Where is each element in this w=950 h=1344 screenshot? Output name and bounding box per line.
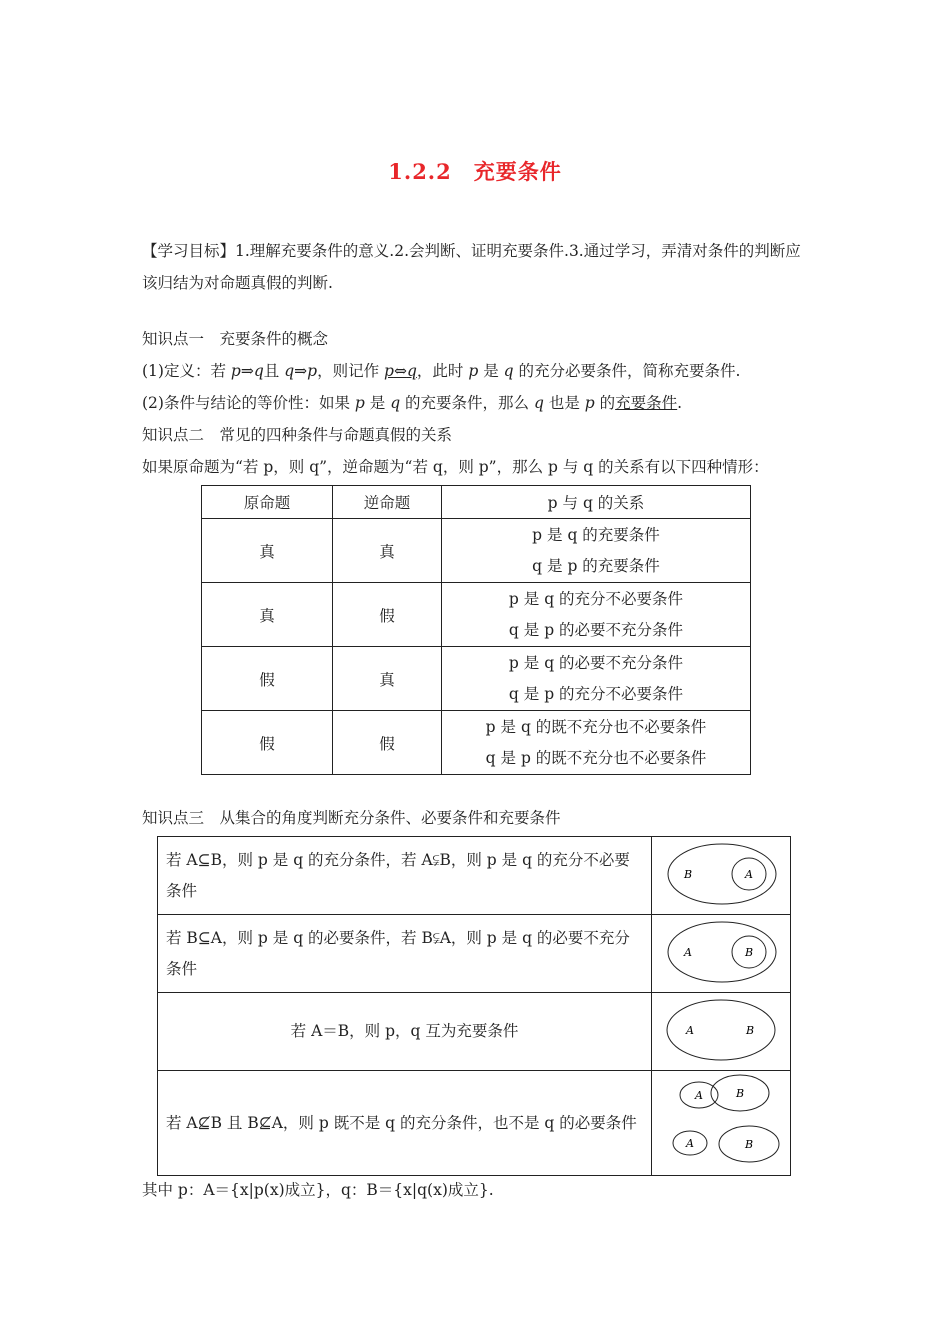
table-cell: 真 bbox=[333, 519, 442, 583]
label-b: B bbox=[736, 1087, 745, 1100]
table-cell: 真 bbox=[202, 519, 333, 583]
k1-heading: 知识点一 充要条件的概念 bbox=[142, 330, 329, 348]
venn-neither bbox=[652, 1071, 791, 1176]
k1-definition: (1)定义：若 p⇒q且 q⇒p，则记作 p⇔q，此时 p 是 q 的充分必要条件，简称充要条件. bbox=[142, 362, 741, 380]
k3-footer: 其中 p：A＝{x|p(x)成立}，q：B＝{x|q(x)成立}. bbox=[142, 1181, 494, 1199]
k1-equivalence: (2)条件与结论的等价性：如果 p 是 q 的充要条件，那么 q 也是 p 的充要条件. bbox=[142, 394, 683, 412]
set-row-text: 若 A＝B，则 p，q 互为充要条件 bbox=[158, 993, 652, 1071]
table-cell: p 是 q 的既不充分也不必要条件 q 是 p 的既不充分也不必要条件 bbox=[442, 711, 751, 775]
table-cell: 真 bbox=[202, 583, 333, 647]
set-row-text: 若 B⊆A，则 p 是 q 的必要条件，若 B⫋A，则 p 是 q 的必要不充分条件 bbox=[158, 915, 652, 993]
table-cell: p 是 q 的充分不必要条件 q 是 p 的必要不充分条件 bbox=[442, 583, 751, 647]
goal-text: 1.理解充要条件的意义.2.会判断、证明充要条件.3.通过学习，弄清对条件的判断应该归结为对命题真假的判断. bbox=[142, 242, 801, 292]
label-b: B bbox=[746, 1023, 755, 1037]
blank-answer-2: 充要条件 bbox=[615, 394, 678, 412]
set-row-text: 若 A⊆B，则 p 是 q 的充分条件，若 A⫋B，则 p 是 q 的充分不必要条件 bbox=[158, 837, 652, 915]
blank-answer-1: p⇔q bbox=[384, 362, 417, 380]
conditions-table bbox=[201, 485, 751, 775]
set-row-text: 若 A⊈B 且 B⊈A，则 p 既不是 q 的充分条件，也不是 q 的必要条件 bbox=[158, 1071, 652, 1176]
learning-goals bbox=[142, 235, 814, 299]
venn-b-subset-a bbox=[652, 915, 791, 993]
k2-intro: 如果原命题为“若 p，则 q”，逆命题为“若 q，则 p”，那么 p 与 q 的关系有以下四种情形： bbox=[142, 458, 769, 476]
page-title: 1.2.2 充要条件 bbox=[388, 159, 562, 184]
label-a: A bbox=[695, 1089, 703, 1102]
header-relation: p 与 q 的关系 bbox=[442, 486, 751, 519]
label-a: A bbox=[686, 1137, 694, 1150]
table-cell: 假 bbox=[333, 583, 442, 647]
label-b: B bbox=[745, 945, 754, 959]
table-cell: 假 bbox=[202, 711, 333, 775]
goal-label: 【学习目标】 bbox=[142, 242, 236, 260]
label-a: A bbox=[684, 945, 692, 959]
venn-a-equals-b bbox=[652, 993, 791, 1071]
label-a: A bbox=[686, 1023, 694, 1037]
k2-heading: 知识点二 常见的四种条件与命题真假的关系 bbox=[142, 426, 453, 444]
table-cell: p 是 q 的必要不充分条件 q 是 p 的充分不必要条件 bbox=[442, 647, 751, 711]
header-converse: 逆命题 bbox=[333, 486, 442, 519]
label-b: B bbox=[684, 867, 693, 881]
table-cell: p 是 q 的充要条件 q 是 p 的充要条件 bbox=[442, 519, 751, 583]
header-original: 原命题 bbox=[202, 486, 333, 519]
table-cell: 假 bbox=[333, 711, 442, 775]
k3-heading: 知识点三 从集合的角度判断充分条件、必要条件和充要条件 bbox=[142, 809, 561, 827]
set-conditions-table bbox=[157, 836, 791, 1176]
label-b: B bbox=[745, 1138, 754, 1151]
table-cell: 假 bbox=[202, 647, 333, 711]
label-a: A bbox=[745, 867, 753, 881]
venn-a-subset-b bbox=[652, 837, 791, 915]
table-cell: 真 bbox=[333, 647, 442, 711]
